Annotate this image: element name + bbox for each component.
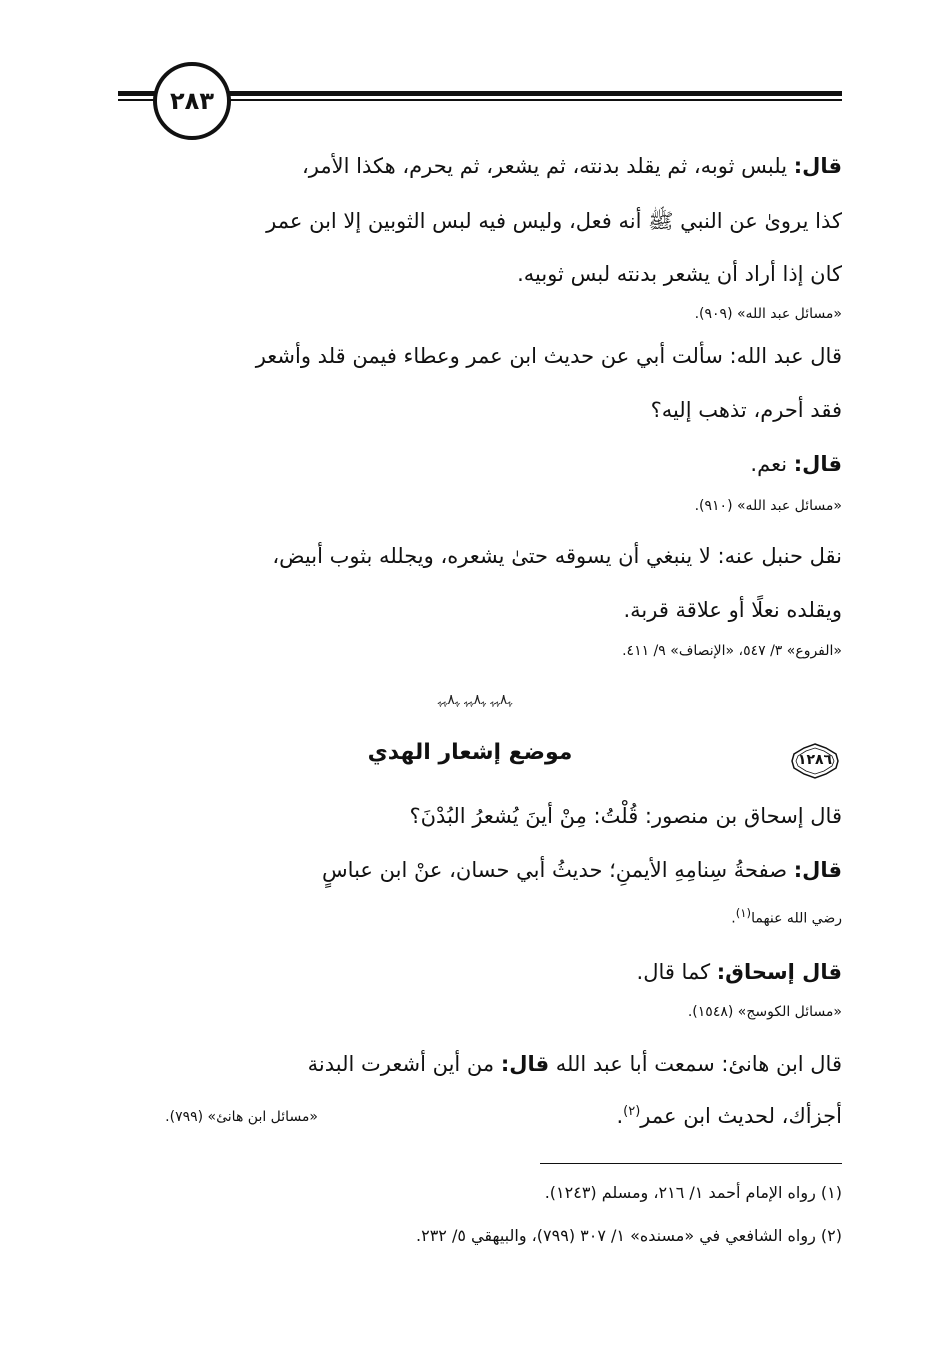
- text-line: قال عبد الله: سألت أبي عن حديث ابن عمر وعطاء فيمن قلد وأشعر: [255, 344, 842, 368]
- speaker-label: قال:: [793, 858, 842, 882]
- text-line: كذا يروىٰ عن النبي ﷺ أنه فعل، وليس فيه لبس الثوبين إلا ابن عمر: [266, 209, 842, 233]
- source-citation: «مسائل ابن هانئ» (٧٩٩).: [165, 1109, 318, 1125]
- text-line: أجزأك، لحديث ابن عمر$^{(٢)}$.: [616, 1104, 842, 1128]
- source-citation: «الفروع» ٣/ ٥٤٧، «الإنصاف» ٩/ ٤١١.: [622, 643, 842, 659]
- speaker-label: قال إسحاق:: [716, 960, 842, 984]
- footnote-ref: (٢): [623, 1104, 641, 1119]
- page-number: ٢٨٣: [153, 62, 231, 140]
- speaker-label: قال:: [793, 154, 842, 178]
- text-line: نقل حنبل عنه: لا ينبغي أن يسوقه حتىٰ يشعره، ويجلله بثوب أبيض،: [272, 544, 842, 568]
- text-line: قال: يلبس ثوبه، ثم يقلد بدنته، ثم يشعر، ثم يحرم، هكذا الأمر،: [302, 154, 842, 178]
- section-divider-ornament: ﮩ٨ﮩﮩ ﮩ٨ﮩﮩ ﮩ٨ﮩﮩ: [437, 692, 513, 708]
- section-heading: موضع إشعار الهدي: [367, 740, 573, 765]
- text-line: قال: صفحةُ سِنامِهِ الأيمنِ؛ حديثُ أبي حسان، عنْ ابن عباسٍ: [322, 858, 842, 882]
- source-citation: «مسائل عبد الله» (٩١٠).: [694, 498, 842, 514]
- text-line: قال ابن هانئ: سمعت أبا عبد الله قال: من أين أشعرت البدنة: [307, 1052, 842, 1076]
- footnote-separator: [540, 1163, 842, 1164]
- footnote: (١) رواه الإمام أحمد ١/ ٢١٦، ومسلم (١٢٤٣).: [544, 1183, 842, 1202]
- text-line: قال إسحاق بن منصور: قُلْتُ: مِنْ أينَ يُشعرُ البُدْنَ؟: [409, 804, 842, 828]
- source-citation: «مسائل عبد الله» (٩٠٩).: [694, 306, 842, 322]
- text-line: رضي الله عنهما$^{(١)}$.: [731, 906, 842, 927]
- honorific-glyph: رضي الله عنهما: [751, 910, 842, 927]
- text-line: ويقلده نعلًا أو علاقة قربة.: [623, 598, 842, 622]
- text-line: قال إسحاق: كما قال.: [636, 960, 842, 984]
- entry-number-badge: [790, 742, 840, 780]
- footnote: (٢) رواه الشافعي في «مسنده» ١/ ٣٠٧ (٧٩٩)، والبيهقي ٥/ ٢٣٢.: [416, 1226, 842, 1245]
- speaker-label: قال:: [500, 1052, 550, 1076]
- footnote-ref: (١): [735, 906, 752, 920]
- text-line: كان إذا أراد أن يشعر بدنته لبس ثوبيه.: [517, 262, 842, 286]
- text-line: فقد أحرم، تذهب إليه؟: [650, 398, 842, 422]
- entry-number: ١٢٨٦: [797, 752, 833, 768]
- speaker-label: قال:: [793, 452, 842, 476]
- text-line: قال: نعم.: [750, 452, 842, 476]
- source-citation: «مسائل الكوسج» (١٥٤٨).: [687, 1004, 842, 1020]
